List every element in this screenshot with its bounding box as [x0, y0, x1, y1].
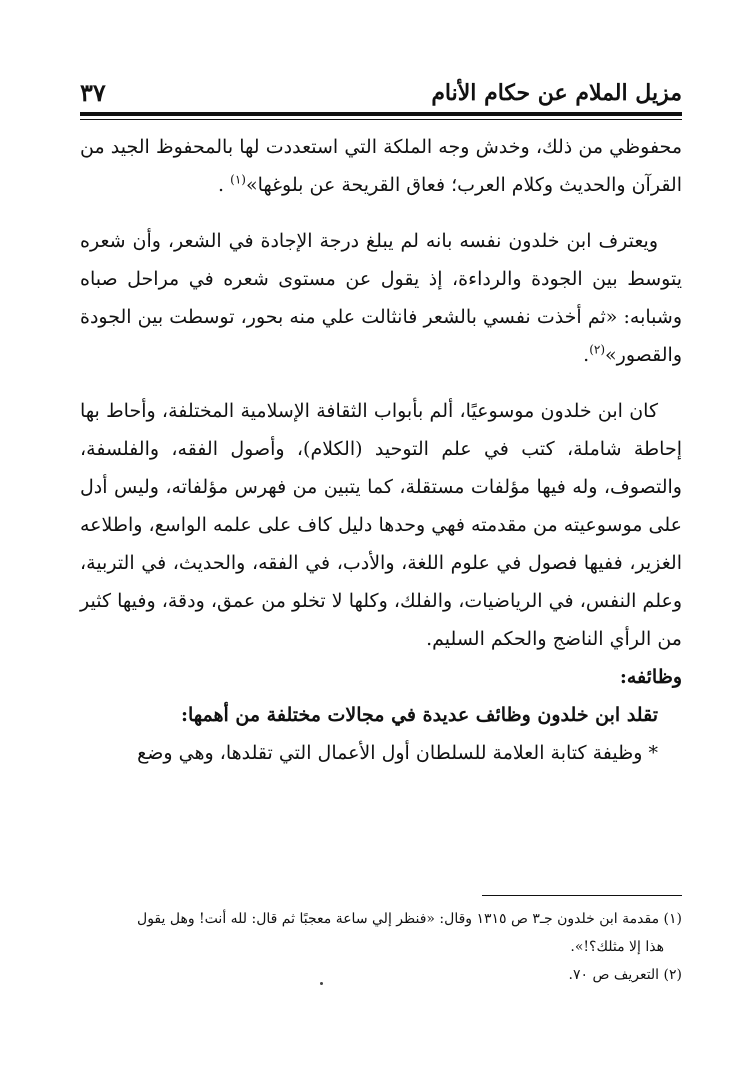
text-line: «ثم أخذت نفسي بالشعر فانثالت علي منه بحور، توسطت بين الجودة [80, 306, 618, 328]
footnote-2: (٢) التعريف ص ٧٠. [568, 967, 682, 983]
footnote-ref-1: (١) [230, 172, 246, 187]
text-line: الغزير، ففيها فصول في علوم اللغة، والأدب، في الفقه، والحديث، في [141, 552, 682, 574]
text-line: ويعترف ابن خلدون نفسه بانه لم يبلغ درجة الإجادة في الشعر، وأن شعره [80, 230, 658, 252]
page-header [80, 78, 682, 108]
text-line: على موسوعيته من مقدمته فهي وحدها دليل كاف على علمه الواسع، واطلاعه [80, 514, 682, 536]
text-line: محفوظي من ذلك، وخدش وجه الملكة التي استعددت لها بالمحفوظ الجيد من [80, 136, 682, 158]
section-heading: وظائفه: [619, 666, 682, 688]
footnote-text: (١) مقدمة ابن خلدون جـ٣ ص ١٣١٥ وقال: «فنظر إلي ساعة معجبًا ثم قال: لله أنت! وهل يقول [137, 911, 682, 927]
page-number: ٣٧ [80, 78, 106, 107]
text-line: كان ابن خلدون موسوعيًا، ألم بأبواب الثقافة الإسلامية المختلفة، وأحاط [106, 400, 658, 422]
header-rule-thin [80, 119, 682, 120]
header-rule-thick [80, 112, 682, 116]
text-line: والتصوف، وله فيها مؤلفات مستقلة، كما يتبين من فهرس مؤلفاته، وليس أدل [80, 476, 682, 498]
text-line: يتوسط بين الجودة والرداءة، إذ يقول عن مستوى شعره في مراحل صباه وشبابه: [80, 268, 683, 328]
text-line: القرآن والحديث وكلام العرب؛ فعاق القريحة عن بلوغها» [245, 174, 682, 196]
paragraph-3 [80, 392, 682, 658]
footnote-separator [482, 895, 682, 896]
footnotes [80, 905, 682, 989]
section-subheading: تقلد ابن خلدون وظائف عديدة في مجالات مختلفة من أهمها: [180, 704, 658, 726]
paragraph-1 [80, 128, 682, 204]
footnote-1 [80, 905, 682, 933]
text-line: بها إحاطة شاملة، كتب في علم التوحيد (الكلام)، وأصول الفقه، والفلسفة، [80, 400, 682, 460]
footnote-ref-2: (٢) [589, 342, 606, 357]
footnote-1-continuation: هذا إلا مثلك؟!». [570, 939, 664, 955]
paragraph-2 [80, 222, 682, 374]
running-title: مزيل الملام عن حكام الأنام [431, 80, 682, 106]
text-line: التربية، وعلم النفس، في الرياضيات، والفلك، وكلها لا تخلو من عمق، [80, 552, 683, 612]
text-line: . [218, 174, 231, 196]
text-line: ودقة، وفيها كثير من الرأي الناضج والحكم السليم. [80, 590, 682, 650]
page-speck [320, 982, 323, 985]
text-line: والقصور» [605, 344, 682, 366]
text-line: . [583, 344, 590, 366]
bullet-line: * وظيفة كتابة العلامة للسلطان أول الأعمال التي تقلدها، وهي وضع [137, 742, 658, 764]
body-text [80, 128, 682, 772]
